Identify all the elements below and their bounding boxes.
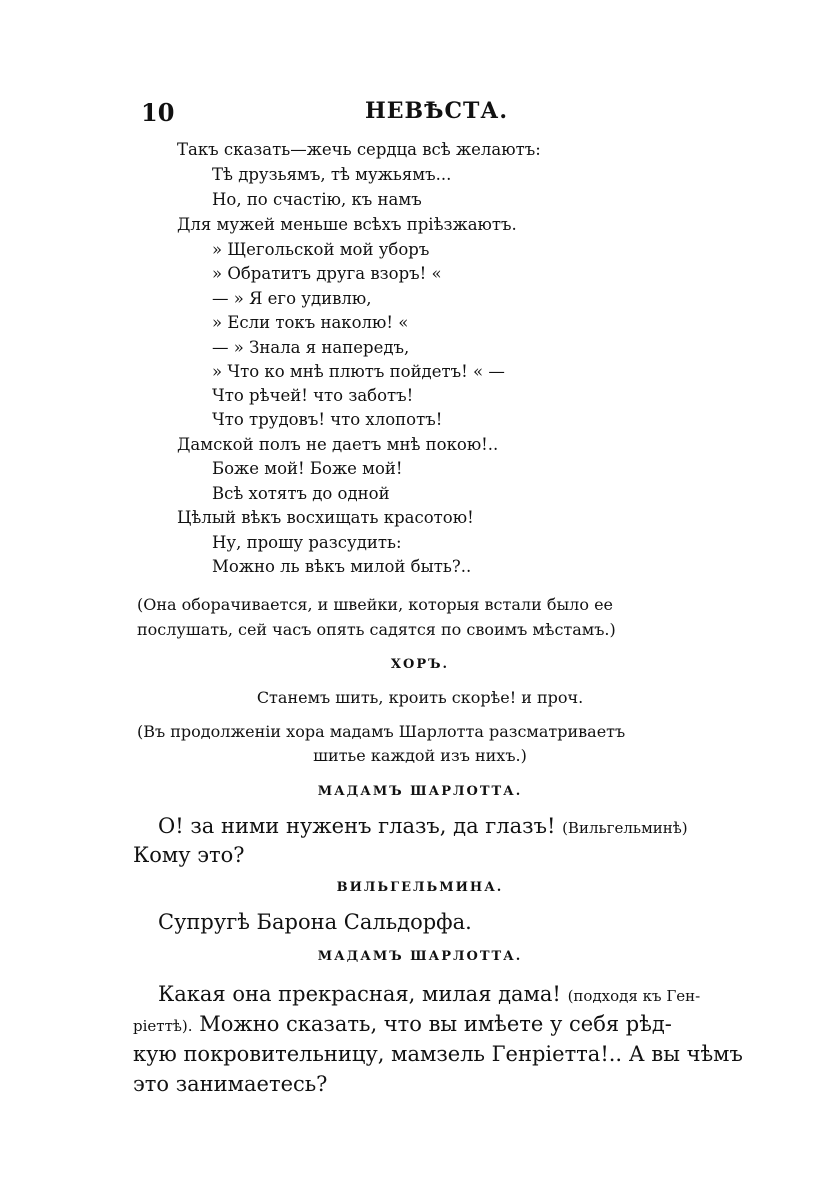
verse-line: Для мужей меньше всѣхъ пріѣзжаютъ. bbox=[177, 215, 517, 234]
dialogue-line: это занимаетесь? bbox=[133, 1072, 328, 1096]
verse-line: Что трудовъ! что хлопотъ! bbox=[212, 410, 443, 429]
dialogue-text: Какая она прекрасная, милая дама! bbox=[158, 982, 561, 1006]
verse-line: Боже мой! Боже мой! bbox=[212, 459, 403, 478]
verse-line: Ну, прошу разсудить: bbox=[212, 533, 402, 552]
stage-direction: (Въ продолженіи хора мадамъ Шарлотта разсматриваетъ bbox=[137, 722, 626, 741]
dialogue-text: О! за ними нуженъ глазъ, да глазъ! bbox=[158, 814, 556, 838]
stage-direction: шитье каждой изъ нихъ.) bbox=[313, 746, 527, 765]
dialogue-line bbox=[158, 814, 688, 838]
speaker-heading: МАДАМЪ ШАРЛОТТА. bbox=[317, 784, 523, 799]
verse-line: » Обратитъ друга взоръ! « bbox=[212, 264, 442, 283]
page-number: 10 bbox=[141, 98, 175, 127]
verse-line: — » Знала я напередъ, bbox=[212, 338, 410, 357]
verse-line: — » Я его удивлю, bbox=[212, 289, 372, 308]
verse-line: Можно ль вѣкъ милой быть?.. bbox=[212, 557, 472, 576]
dialogue-line: Супругѣ Барона Сальдорфа. bbox=[158, 910, 472, 934]
verse-line: » Что ко мнѣ плютъ пойдетъ! « — bbox=[212, 362, 505, 381]
stage-note: (подходя къ Ген- bbox=[567, 987, 701, 1005]
verse-line: Такъ сказать—жечь сердца всѣ желаютъ: bbox=[177, 140, 541, 159]
verse-line: Что рѣчей! что заботъ! bbox=[212, 386, 414, 405]
verse-line: » Щегольской мой уборъ bbox=[212, 240, 430, 259]
dialogue-line: кую покровительницу, мамзель Генріетта!.. А вы чѣмъ bbox=[133, 1042, 743, 1066]
verse-line: Но, по счастію, къ намъ bbox=[212, 190, 422, 209]
stage-direction: (Она оборачивается, и швейки, которыя встали было ее bbox=[137, 595, 613, 614]
verse-line: Цѣлый вѣкъ восхищать красотою! bbox=[177, 508, 474, 527]
dialogue-line bbox=[158, 982, 700, 1006]
verse-line: Дамской полъ не даетъ мнѣ покою!.. bbox=[177, 435, 499, 454]
stage-direction: послушать, сей часъ опять садятся по своимъ мѣстамъ.) bbox=[137, 620, 616, 639]
chorus-line: Станемъ шить, кроить скорѣе! и проч. bbox=[256, 688, 584, 707]
verse-line: Всѣ хотятъ до одной bbox=[212, 484, 390, 503]
speaker-heading: ХОРЪ. bbox=[390, 657, 450, 672]
verse-line: Тѣ друзьямъ, тѣ мужьямъ... bbox=[212, 165, 452, 184]
speaker-heading: ВИЛЬГЕЛЬМИНА. bbox=[336, 880, 504, 895]
stage-note: (Вильгельминѣ) bbox=[562, 819, 688, 837]
dialogue-text: Можно сказать, что вы имѣете у себя рѣд- bbox=[199, 1012, 672, 1036]
speaker-heading: МАДАМЪ ШАРЛОТТА. bbox=[317, 949, 523, 964]
dialogue-line bbox=[133, 1012, 672, 1036]
stage-note: ріеттѣ). bbox=[133, 1017, 193, 1035]
dialogue-line: Кому это? bbox=[133, 843, 245, 867]
running-title: НЕВѢСТА. bbox=[365, 98, 508, 124]
verse-line: » Если токъ наколю! « bbox=[212, 313, 409, 332]
